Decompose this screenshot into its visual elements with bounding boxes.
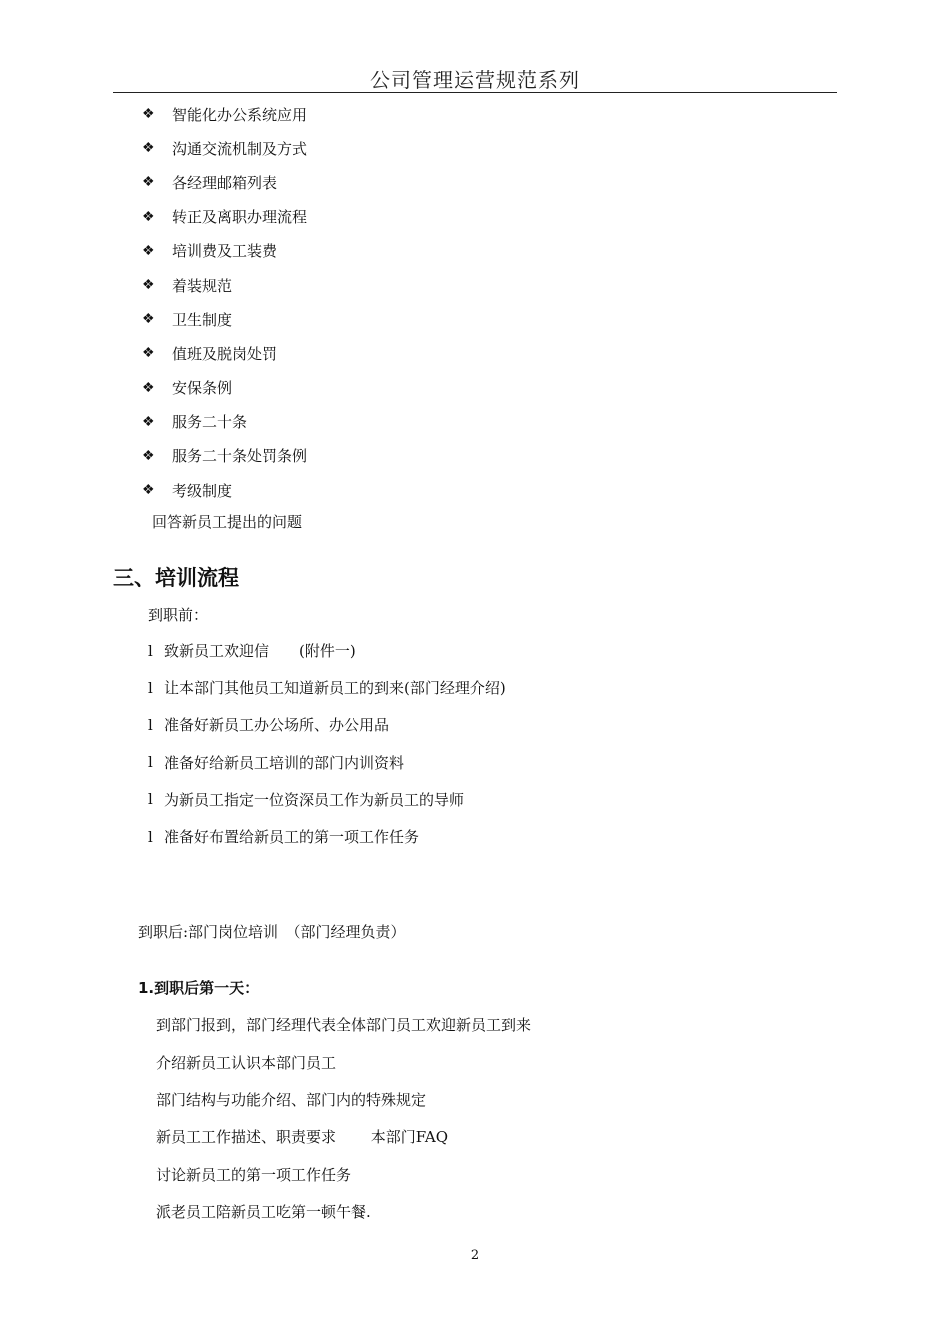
list-item: 派老员工陪新员工吃第一顿午餐. — [156, 1203, 371, 1222]
list-item — [148, 632, 748, 669]
list-item-text: 准备好给新员工培训的部门内训资料 — [164, 753, 405, 772]
list-marker: l — [148, 678, 153, 697]
list-item — [142, 131, 642, 165]
diamond-bullet-icon: ❖ — [142, 208, 155, 225]
list-item — [142, 165, 642, 199]
list-item-text: 安保条例 — [172, 379, 233, 398]
list-item-text: 服务二十条 — [172, 413, 248, 432]
list-item — [142, 302, 642, 336]
before-onboarding-label: 到职前： — [148, 606, 209, 624]
list-item — [142, 405, 642, 439]
list-item-text: 转正及离职办理流程 — [172, 208, 308, 227]
diamond-bullet-icon: ❖ — [142, 174, 155, 191]
list-item — [142, 97, 642, 131]
list-item-text: 着装规范 — [172, 276, 233, 295]
topic-bullet-list — [142, 97, 642, 507]
day-one-heading: 1.到职后第一天： — [138, 979, 260, 997]
before-onboarding-list — [148, 632, 748, 855]
header-divider — [113, 92, 837, 93]
day-one-list — [156, 1006, 776, 1230]
list-item-text: 让本部门其他员工知道新员工的到来(部门经理介绍) — [164, 679, 506, 698]
list-item: 介绍新员工认识本部门员工 — [156, 1053, 337, 1072]
list-item-text: 沟通交流机制及方式 — [172, 139, 308, 158]
page-number: 2 — [470, 1248, 480, 1263]
list-item: 新员工工作描述、职责要求 本部门FAQ — [156, 1128, 449, 1147]
list-item-text: 卫生制度 — [172, 310, 233, 329]
list-item-text: 培训费及工装费 — [172, 242, 278, 261]
diamond-bullet-icon: ❖ — [142, 242, 155, 259]
list-marker: l — [148, 753, 153, 772]
list-item: 讨论新员工的第一项工作任务 — [156, 1165, 352, 1184]
diamond-bullet-icon: ❖ — [142, 106, 155, 123]
list-item-text: 智能化办公系统应用 — [172, 105, 308, 124]
list-item-text: 为新员工指定一位资深员工作为新员工的导师 — [164, 790, 465, 809]
list-item-text: 值班及脱岗处罚 — [172, 344, 278, 363]
diamond-bullet-icon: ❖ — [142, 311, 155, 328]
list-marker: l — [148, 641, 153, 660]
list-item — [142, 234, 642, 268]
running-header-title: 公司管理运营规范系列 — [370, 68, 580, 92]
list-item — [148, 706, 748, 743]
list-item — [148, 669, 748, 706]
list-item-text: 准备好新员工办公场所、办公用品 — [164, 716, 390, 735]
list-item — [148, 818, 748, 855]
list-item: 部门结构与功能介绍、部门内的特殊规定 — [156, 1090, 427, 1109]
list-item-text: 致新员工欢迎信 (附件一) — [164, 642, 356, 661]
list-item — [142, 268, 642, 302]
list-item — [148, 781, 748, 818]
section-heading: 三、培训流程 — [113, 566, 239, 590]
list-item — [148, 744, 748, 781]
diamond-bullet-icon: ❖ — [142, 277, 155, 294]
list-item-text: 考级制度 — [172, 481, 233, 500]
diamond-bullet-icon: ❖ — [142, 413, 155, 430]
list-item — [142, 200, 642, 234]
list-marker: l — [148, 827, 153, 846]
diamond-bullet-icon: ❖ — [142, 447, 155, 464]
diamond-bullet-icon: ❖ — [142, 345, 155, 362]
after-onboarding-label: 到职后:部门岗位培训 （部门经理负责） — [138, 923, 406, 941]
list-item: 到部门报到，部门经理代表全体部门员工欢迎新员工到来 — [156, 1016, 532, 1035]
diamond-bullet-icon: ❖ — [142, 379, 155, 396]
diamond-bullet-icon: ❖ — [142, 140, 155, 157]
list-marker: l — [148, 715, 153, 734]
diamond-bullet-icon: ❖ — [142, 482, 155, 499]
list-item-text: 服务二十条处罚条例 — [172, 447, 308, 466]
list-item — [142, 473, 642, 507]
list-marker: l — [148, 790, 153, 809]
list-item-text: 准备好布置给新员工的第一项工作任务 — [164, 828, 420, 847]
list-item — [142, 439, 642, 473]
answer-questions-line: 回答新员工提出的问题 — [152, 513, 303, 531]
list-item-text: 各经理邮箱列表 — [172, 173, 278, 192]
list-item — [142, 336, 642, 370]
list-item — [142, 371, 642, 405]
